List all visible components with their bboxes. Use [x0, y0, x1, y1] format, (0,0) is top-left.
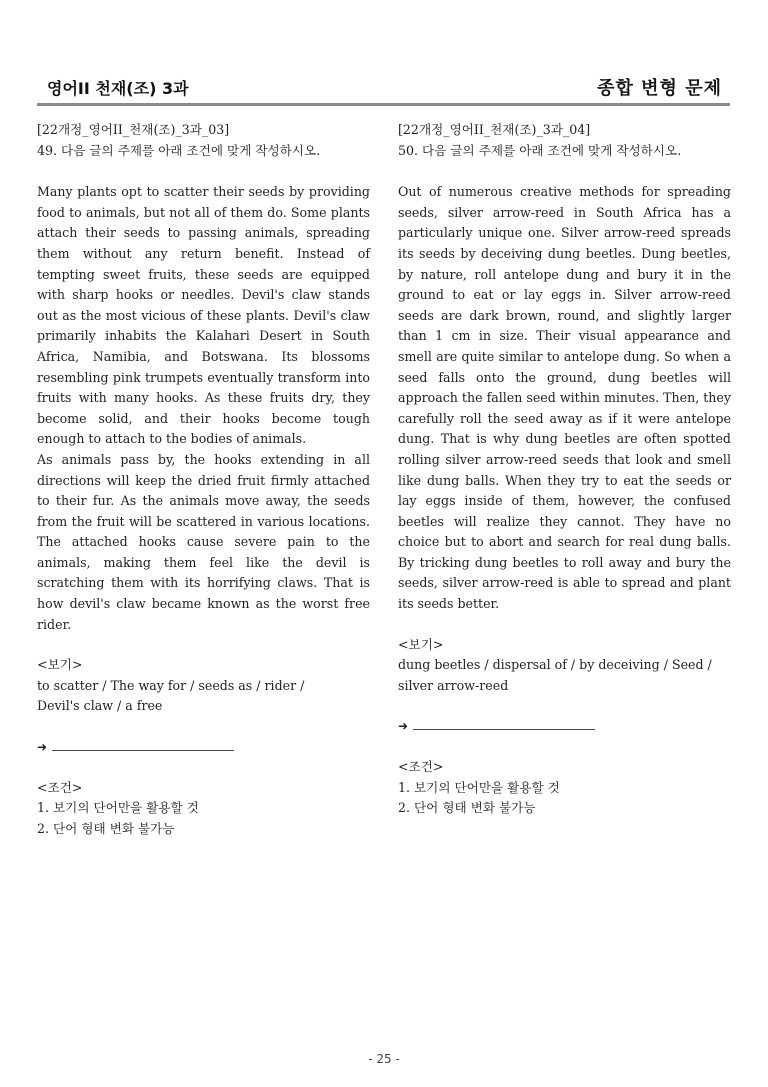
- passage: [398, 182, 731, 614]
- passage: [37, 182, 370, 635]
- answer-blank: [413, 719, 595, 730]
- question-code: [22개정_영어II_천재(조)_3과_03]: [37, 122, 230, 137]
- passage-paragraph: As animals pass by, the hooks extending in all directions will keep the dried fruit firmly attached to their fur. As the animals move away, the seeds from the fruit will be scattered in various locations. The attached hooks cause severe pain to the animals, making them feel like the devil is scratching them with its horrifying claws. That is how devil's claw became known as the worst free rider.: [37, 451, 370, 632]
- answer-line: [398, 716, 731, 737]
- word-box-line: silver arrow-reed: [398, 677, 509, 693]
- question-code: [22개정_영어II_천재(조)_3과_04]: [398, 122, 591, 137]
- passage-paragraph: Out of numerous creative methods for spreading seeds, silver arrow-reed in South Africa has a particularly unique one. Silver arrow-reed spreads its seeds by deceiving dung beetles. Dung beetles, by nature, roll antelope dung and bury it in the ground to eat or lay eggs in. Silver arrow-reed seeds are dark brown, round, and slightly larger than 1 cm in size. Their visual appearance and smell are quite similar to antelope dung. So when a seed falls onto the ground, dung beetles will approach the fallen seed within minutes. Then, they carefully roll the seed away as if it were antelope dung. That is why dung beetles are often spotted rolling silver arrow-reed seeds that look and smell like dung balls. When they try to eat the seeds or lay eggs inside of them, however, the confused beetles will realize they cannot. They have no choice but to abort and search for real dung balls. By tricking dung beetles to roll away and bury the seeds, silver arrow-reed is able to spread and plant its seeds better.: [398, 184, 731, 612]
- page-header: [37, 76, 730, 102]
- arrow-icon: ➜: [398, 719, 409, 734]
- condition-item: 2. 단어 형태 변화 불가능: [398, 800, 536, 816]
- page-number: - 25 -: [368, 1052, 400, 1066]
- answer-line: [37, 737, 370, 758]
- word-box-line: Devil's claw / a free: [37, 698, 163, 714]
- conditions-label: <조건>: [37, 779, 83, 795]
- word-box-label: <보기>: [398, 636, 444, 652]
- answer-blank: [52, 740, 234, 751]
- condition-item: 2. 단어 형태 변화 불가능: [37, 820, 175, 836]
- word-box-line: dung beetles / dispersal of / by deceiving / Seed /: [398, 657, 712, 673]
- header-subject-title: 영어II 천재(조) 3과: [47, 79, 189, 98]
- header-section-title: 종합 변형 문제: [597, 78, 722, 99]
- arrow-icon: ➜: [37, 740, 48, 755]
- header-divider: [37, 103, 730, 106]
- question-49: [37, 120, 370, 839]
- question-prompt: 49. 다음 글의 주제를 아래 조건에 맞게 작성하시오.: [37, 142, 321, 158]
- word-box-line: to scatter / The way for / seeds as / rider /: [37, 677, 305, 693]
- question-50: [398, 120, 731, 819]
- condition-item: 1. 보기의 단어만을 활용할 것: [37, 800, 199, 816]
- word-box-label: <보기>: [37, 657, 83, 673]
- condition-item: 1. 보기의 단어만을 활용할 것: [398, 779, 560, 795]
- passage-paragraph: Many plants opt to scatter their seeds by providing food to animals, but not all of them do. Some plants attach their seeds to passing animals, spreading them without any return benefit. Instead of tempting sweet fruits, these seeds are equipped with sharp hooks or needles. Devil's claw stands out as the most vicious of these plants. Devil's claw primarily inhabits the Kalahari Desert in South Africa, Namibia, and Botswana. Its blossoms resembling pink trumpets eventually transform into fruits with many hooks. As these fruits dry, they become solid, and their hooks become tough enough to attach to the bodies of animals.: [37, 184, 370, 447]
- question-prompt: 50. 다음 글의 주제를 아래 조건에 맞게 작성하시오.: [398, 142, 682, 158]
- conditions-label: <조건>: [398, 759, 444, 775]
